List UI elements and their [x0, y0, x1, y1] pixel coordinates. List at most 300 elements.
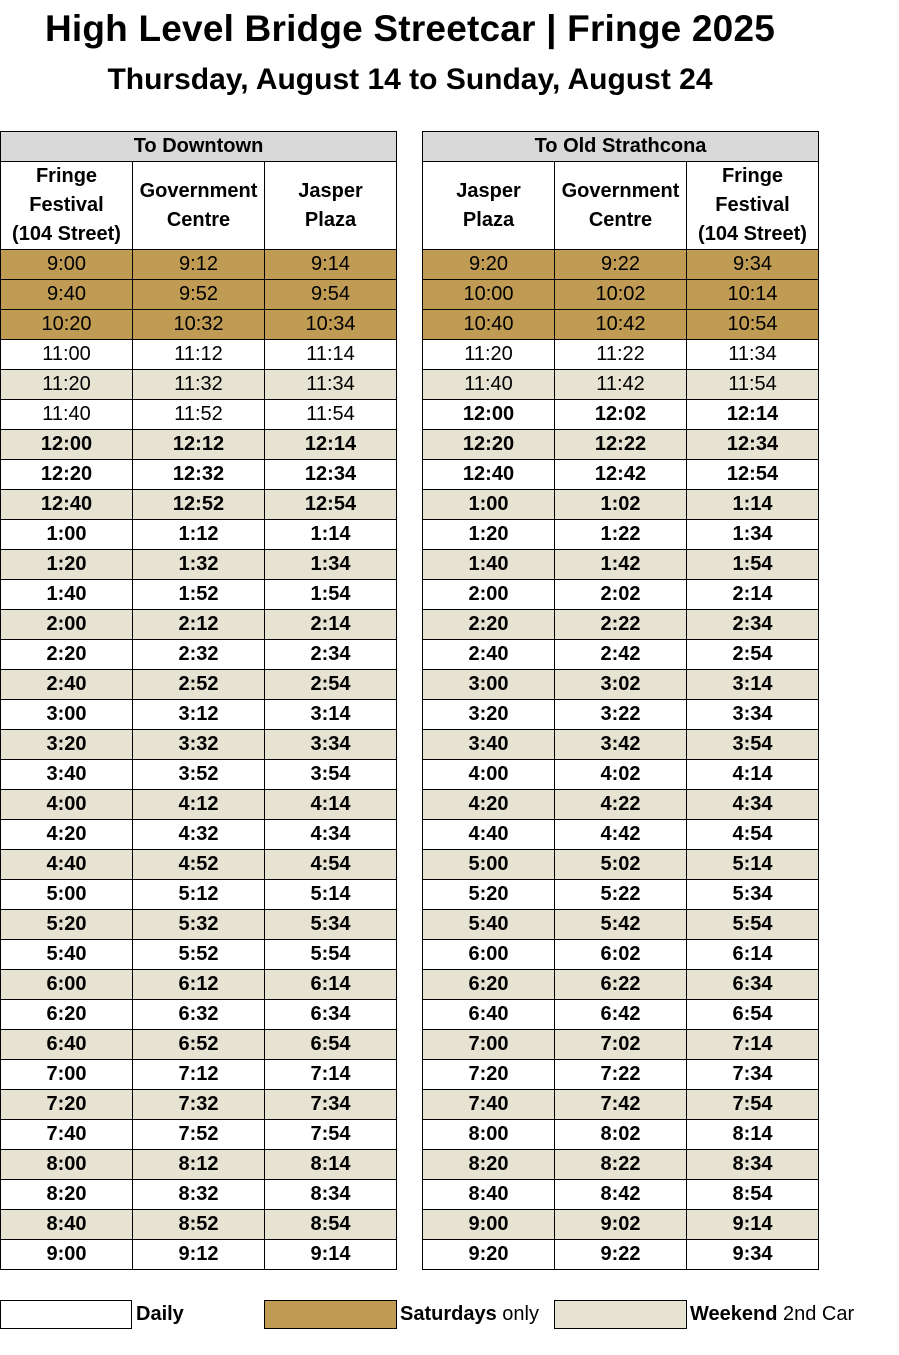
time-cell: 12:14 — [687, 400, 819, 430]
time-cell: 12:34 — [687, 430, 819, 460]
table-row — [1, 850, 397, 880]
table-row — [1, 940, 397, 970]
legend-swatch-weekend — [554, 1300, 687, 1329]
legend — [0, 1300, 899, 1330]
time-cell: 2:14 — [687, 580, 819, 610]
column-header-line: Festival — [715, 194, 790, 216]
time-cell: 2:34 — [265, 640, 397, 670]
table-row — [423, 490, 819, 520]
time-cell: 6:00 — [1, 970, 133, 1000]
time-cell: 2:52 — [133, 670, 265, 700]
time-cell: 1:20 — [1, 550, 133, 580]
time-cell: 9:00 — [1, 250, 133, 280]
table-row — [423, 550, 819, 580]
time-cell: 8:40 — [1, 1210, 133, 1240]
time-cell: 1:34 — [687, 520, 819, 550]
time-cell: 9:52 — [133, 280, 265, 310]
table-row — [1, 340, 397, 370]
schedule-table-to-old-strathcona — [422, 131, 819, 1270]
table-row — [1, 970, 397, 1000]
time-cell: 11:22 — [555, 340, 687, 370]
table-row — [1, 1060, 397, 1090]
table-row — [1, 580, 397, 610]
time-cell: 11:20 — [423, 340, 555, 370]
time-cell: 7:54 — [265, 1120, 397, 1150]
table-row — [423, 760, 819, 790]
time-cell: 11:52 — [133, 400, 265, 430]
table-row — [1, 310, 397, 340]
time-cell: 4:42 — [555, 820, 687, 850]
legend-label-weekend — [690, 1303, 854, 1326]
time-cell: 8:14 — [265, 1150, 397, 1180]
table-row — [423, 460, 819, 490]
direction-header: To Downtown — [1, 132, 397, 162]
time-cell: 1:00 — [423, 490, 555, 520]
time-cell: 7:34 — [687, 1060, 819, 1090]
time-cell: 11:34 — [687, 340, 819, 370]
legend-saturday-bold: Saturdays — [400, 1303, 497, 1325]
table-row — [423, 1120, 819, 1150]
table-row — [423, 1210, 819, 1240]
time-cell: 4:34 — [687, 790, 819, 820]
time-cell: 6:34 — [265, 1000, 397, 1030]
time-cell: 8:02 — [555, 1120, 687, 1150]
time-cell: 1:12 — [133, 520, 265, 550]
time-cell: 3:12 — [133, 700, 265, 730]
column-header-line: Government — [139, 179, 258, 202]
table-row — [1, 1240, 397, 1270]
time-cell: 8:54 — [687, 1180, 819, 1210]
time-cell: 7:20 — [423, 1060, 555, 1090]
time-cell: 7:00 — [423, 1030, 555, 1060]
time-cell: 9:22 — [555, 250, 687, 280]
time-cell: 12:20 — [1, 460, 133, 490]
time-cell: 6:52 — [133, 1030, 265, 1060]
column-header-line: Jasper — [456, 179, 521, 202]
time-cell: 3:32 — [133, 730, 265, 760]
legend-weekend-bold: Weekend — [690, 1303, 778, 1325]
time-cell: 2:14 — [265, 610, 397, 640]
time-cell: 5:54 — [687, 910, 819, 940]
time-cell: 9:34 — [687, 250, 819, 280]
time-cell: 9:02 — [555, 1210, 687, 1240]
time-cell: 12:42 — [555, 460, 687, 490]
time-cell: 11:42 — [555, 370, 687, 400]
time-cell: 2:42 — [555, 640, 687, 670]
time-cell: 8:14 — [687, 1120, 819, 1150]
table-row — [423, 340, 819, 370]
time-cell: 11:54 — [265, 400, 397, 430]
time-cell: 11:12 — [133, 340, 265, 370]
time-cell: 9:20 — [423, 250, 555, 280]
table-row — [1, 1180, 397, 1210]
time-cell: 3:54 — [265, 760, 397, 790]
table-row — [423, 880, 819, 910]
time-cell: 10:40 — [423, 310, 555, 340]
time-cell: 5:20 — [1, 910, 133, 940]
column-header-line: Plaza — [304, 208, 357, 231]
time-cell: 1:00 — [1, 520, 133, 550]
time-cell: 12:00 — [423, 400, 555, 430]
legend-saturday-rest: only — [496, 1303, 539, 1325]
time-cell: 8:20 — [1, 1180, 133, 1210]
time-cell: 5:14 — [265, 880, 397, 910]
table-row — [1, 910, 397, 940]
table-row — [1, 250, 397, 280]
table-row — [423, 970, 819, 1000]
table-row — [1, 520, 397, 550]
time-cell: 12:52 — [133, 490, 265, 520]
column-header-line: Government — [561, 179, 680, 202]
column-header-line: (104 Street) — [698, 223, 807, 245]
time-cell: 3:02 — [555, 670, 687, 700]
time-cell: 2:00 — [1, 610, 133, 640]
direction-header: To Old Strathcona — [423, 132, 819, 162]
time-cell: 5:22 — [555, 880, 687, 910]
page-title: High Level Bridge Streetcar | Fringe 2025 — [44, 8, 776, 49]
time-cell: 6:40 — [1, 1030, 133, 1060]
table-row — [1, 490, 397, 520]
time-cell: 4:54 — [687, 820, 819, 850]
time-cell: 9:34 — [687, 1240, 819, 1270]
time-cell: 7:52 — [133, 1120, 265, 1150]
table-row — [1, 280, 397, 310]
column-header — [133, 162, 265, 250]
time-cell: 11:14 — [265, 340, 397, 370]
column-header — [265, 162, 397, 250]
column-header — [555, 162, 687, 250]
table-row — [1, 430, 397, 460]
time-cell: 4:52 — [133, 850, 265, 880]
time-cell: 9:14 — [265, 250, 397, 280]
legend-swatch-daily — [0, 1300, 132, 1329]
legend-daily-text: Daily — [136, 1303, 184, 1325]
time-cell: 6:20 — [423, 970, 555, 1000]
time-cell: 5:20 — [423, 880, 555, 910]
time-cell: 8:42 — [555, 1180, 687, 1210]
column-header-line: Jasper — [298, 179, 363, 202]
time-cell: 1:42 — [555, 550, 687, 580]
time-cell: 8:22 — [555, 1150, 687, 1180]
time-cell: 2:22 — [555, 610, 687, 640]
time-cell: 2:40 — [423, 640, 555, 670]
time-cell: 7:00 — [1, 1060, 133, 1090]
time-cell: 11:00 — [1, 340, 133, 370]
time-cell: 6:00 — [423, 940, 555, 970]
time-cell: 7:22 — [555, 1060, 687, 1090]
time-cell: 4:22 — [555, 790, 687, 820]
table-row — [1, 550, 397, 580]
time-cell: 10:00 — [423, 280, 555, 310]
table-row — [423, 910, 819, 940]
table-row — [1, 1210, 397, 1240]
time-cell: 8:32 — [133, 1180, 265, 1210]
time-cell: 11:32 — [133, 370, 265, 400]
time-cell: 5:40 — [423, 910, 555, 940]
table-row — [1, 760, 397, 790]
time-cell: 3:40 — [1, 760, 133, 790]
time-cell: 10:42 — [555, 310, 687, 340]
time-cell: 7:20 — [1, 1090, 133, 1120]
time-cell: 12:54 — [265, 490, 397, 520]
time-cell: 8:40 — [423, 1180, 555, 1210]
time-cell: 3:40 — [423, 730, 555, 760]
legend-label-saturday — [400, 1303, 539, 1326]
time-cell: 1:40 — [1, 580, 133, 610]
time-cell: 5:00 — [1, 880, 133, 910]
time-cell: 3:20 — [1, 730, 133, 760]
time-cell: 6:14 — [265, 970, 397, 1000]
time-cell: 7:40 — [1, 1120, 133, 1150]
time-cell: 6:54 — [265, 1030, 397, 1060]
time-cell: 5:40 — [1, 940, 133, 970]
time-cell: 10:32 — [133, 310, 265, 340]
column-header-row — [1, 162, 397, 250]
time-cell: 1:34 — [265, 550, 397, 580]
table-row — [1, 1000, 397, 1030]
time-cell: 4:00 — [1, 790, 133, 820]
time-cell: 9:14 — [265, 1240, 397, 1270]
time-cell: 11:40 — [1, 400, 133, 430]
table-row — [423, 1240, 819, 1270]
time-cell: 2:12 — [133, 610, 265, 640]
time-cell: 8:20 — [423, 1150, 555, 1180]
time-cell: 6:32 — [133, 1000, 265, 1030]
time-cell: 4:40 — [1, 850, 133, 880]
time-cell: 12:02 — [555, 400, 687, 430]
time-cell: 9:14 — [687, 1210, 819, 1240]
time-cell: 12:32 — [133, 460, 265, 490]
time-cell: 12:12 — [133, 430, 265, 460]
time-cell: 7:54 — [687, 1090, 819, 1120]
column-header-line: Fringe — [35, 165, 98, 187]
column-header-line: Festival — [29, 194, 104, 216]
time-cell: 7:34 — [265, 1090, 397, 1120]
column-header — [423, 162, 555, 250]
time-cell: 3:22 — [555, 700, 687, 730]
table-row — [1, 1120, 397, 1150]
schedule-body — [1, 250, 397, 1270]
time-cell: 9:20 — [423, 1240, 555, 1270]
time-cell: 3:14 — [687, 670, 819, 700]
time-cell: 11:54 — [687, 370, 819, 400]
time-cell: 3:54 — [687, 730, 819, 760]
time-cell: 8:52 — [133, 1210, 265, 1240]
table-row — [423, 1150, 819, 1180]
time-cell: 5:14 — [687, 850, 819, 880]
table-row — [1, 370, 397, 400]
time-cell: 10:54 — [687, 310, 819, 340]
time-cell: 6:02 — [555, 940, 687, 970]
time-cell: 1:14 — [687, 490, 819, 520]
time-cell: 8:00 — [1, 1150, 133, 1180]
time-cell: 5:00 — [423, 850, 555, 880]
schedule-table-to-downtown — [0, 131, 397, 1270]
page-subtitle: Thursday, August 14 to Sunday, August 24 — [107, 63, 713, 96]
table-row — [1, 400, 397, 430]
column-header-line: (104 Street) — [12, 223, 121, 245]
time-cell: 7:12 — [133, 1060, 265, 1090]
time-cell: 5:34 — [687, 880, 819, 910]
time-cell: 1:02 — [555, 490, 687, 520]
table-row — [423, 700, 819, 730]
time-cell: 4:34 — [265, 820, 397, 850]
time-cell: 12:20 — [423, 430, 555, 460]
table-row — [1, 1150, 397, 1180]
time-cell: 5:52 — [133, 940, 265, 970]
legend-weekend-rest: 2nd Car — [777, 1303, 855, 1325]
table-row — [423, 1180, 819, 1210]
time-cell: 1:14 — [265, 520, 397, 550]
time-cell: 1:20 — [423, 520, 555, 550]
table-row — [423, 670, 819, 700]
time-cell: 9:40 — [1, 280, 133, 310]
schedule-body — [423, 250, 819, 1270]
time-cell: 11:20 — [1, 370, 133, 400]
legend-swatch-saturday — [264, 1300, 397, 1329]
time-cell: 8:54 — [265, 1210, 397, 1240]
table-row — [1, 1090, 397, 1120]
time-cell: 1:32 — [133, 550, 265, 580]
time-cell: 10:34 — [265, 310, 397, 340]
time-cell: 6:40 — [423, 1000, 555, 1030]
time-cell: 4:40 — [423, 820, 555, 850]
time-cell: 8:34 — [265, 1180, 397, 1210]
table-row — [423, 580, 819, 610]
column-header-line: Plaza — [462, 208, 515, 231]
time-cell: 7:14 — [265, 1060, 397, 1090]
table-row — [1, 640, 397, 670]
time-cell: 12:40 — [423, 460, 555, 490]
time-cell: 4:14 — [265, 790, 397, 820]
time-cell: 12:22 — [555, 430, 687, 460]
table-row — [1, 700, 397, 730]
table-row — [423, 430, 819, 460]
table-row — [423, 1000, 819, 1030]
table-row — [423, 520, 819, 550]
time-cell: 4:20 — [1, 820, 133, 850]
time-cell: 7:14 — [687, 1030, 819, 1060]
time-cell: 1:40 — [423, 550, 555, 580]
table-row — [423, 820, 819, 850]
time-cell: 4:00 — [423, 760, 555, 790]
column-header-row — [423, 162, 819, 250]
time-cell: 9:00 — [1, 1240, 133, 1270]
time-cell: 12:00 — [1, 430, 133, 460]
time-cell: 4:12 — [133, 790, 265, 820]
time-cell: 2:02 — [555, 580, 687, 610]
time-cell: 7:02 — [555, 1030, 687, 1060]
table-row — [423, 790, 819, 820]
time-cell: 9:54 — [265, 280, 397, 310]
column-header-line: Centre — [588, 208, 653, 231]
table-row — [423, 1030, 819, 1060]
time-cell: 5:32 — [133, 910, 265, 940]
time-cell: 4:14 — [687, 760, 819, 790]
table-row — [423, 610, 819, 640]
time-cell: 4:20 — [423, 790, 555, 820]
table-row — [1, 880, 397, 910]
time-cell: 3:14 — [265, 700, 397, 730]
time-cell: 1:52 — [133, 580, 265, 610]
time-cell: 6:12 — [133, 970, 265, 1000]
time-cell: 1:54 — [265, 580, 397, 610]
time-cell: 3:42 — [555, 730, 687, 760]
table-row — [1, 790, 397, 820]
time-cell: 11:40 — [423, 370, 555, 400]
table-row — [1, 820, 397, 850]
time-cell: 3:52 — [133, 760, 265, 790]
table-row — [423, 640, 819, 670]
time-cell: 4:32 — [133, 820, 265, 850]
table-row — [1, 670, 397, 700]
time-cell: 8:12 — [133, 1150, 265, 1180]
time-cell: 12:14 — [265, 430, 397, 460]
table-row — [423, 370, 819, 400]
table-row — [423, 310, 819, 340]
time-cell: 2:20 — [1, 640, 133, 670]
time-cell: 6:14 — [687, 940, 819, 970]
column-header-line: Centre — [166, 208, 231, 231]
table-row — [423, 940, 819, 970]
time-cell: 9:12 — [133, 250, 265, 280]
time-cell: 12:34 — [265, 460, 397, 490]
time-cell: 8:00 — [423, 1120, 555, 1150]
time-cell: 2:54 — [687, 640, 819, 670]
column-header-line: Fringe — [721, 165, 784, 187]
time-cell: 1:54 — [687, 550, 819, 580]
time-cell: 3:00 — [423, 670, 555, 700]
time-cell: 2:20 — [423, 610, 555, 640]
time-cell: 6:42 — [555, 1000, 687, 1030]
table-row — [423, 730, 819, 760]
time-cell: 5:02 — [555, 850, 687, 880]
table-row — [423, 280, 819, 310]
table-row — [423, 850, 819, 880]
table-row — [423, 1060, 819, 1090]
table-row — [423, 400, 819, 430]
time-cell: 8:34 — [687, 1150, 819, 1180]
time-cell: 11:34 — [265, 370, 397, 400]
time-cell: 2:32 — [133, 640, 265, 670]
time-cell: 4:02 — [555, 760, 687, 790]
time-cell: 12:40 — [1, 490, 133, 520]
time-cell: 5:34 — [265, 910, 397, 940]
time-cell: 7:40 — [423, 1090, 555, 1120]
time-cell: 6:20 — [1, 1000, 133, 1030]
table-row — [1, 610, 397, 640]
time-cell: 10:02 — [555, 280, 687, 310]
legend-label-daily — [136, 1303, 184, 1326]
time-cell: 9:00 — [423, 1210, 555, 1240]
time-cell: 3:00 — [1, 700, 133, 730]
time-cell: 10:20 — [1, 310, 133, 340]
time-cell: 3:20 — [423, 700, 555, 730]
table-row — [1, 1030, 397, 1060]
time-cell: 6:22 — [555, 970, 687, 1000]
time-cell: 2:34 — [687, 610, 819, 640]
table-row — [423, 250, 819, 280]
time-cell: 2:40 — [1, 670, 133, 700]
time-cell: 3:34 — [687, 700, 819, 730]
time-cell: 1:22 — [555, 520, 687, 550]
column-header — [687, 162, 819, 250]
column-header — [1, 162, 133, 250]
time-cell: 10:14 — [687, 280, 819, 310]
time-cell: 6:54 — [687, 1000, 819, 1030]
time-cell: 4:54 — [265, 850, 397, 880]
time-cell: 3:34 — [265, 730, 397, 760]
